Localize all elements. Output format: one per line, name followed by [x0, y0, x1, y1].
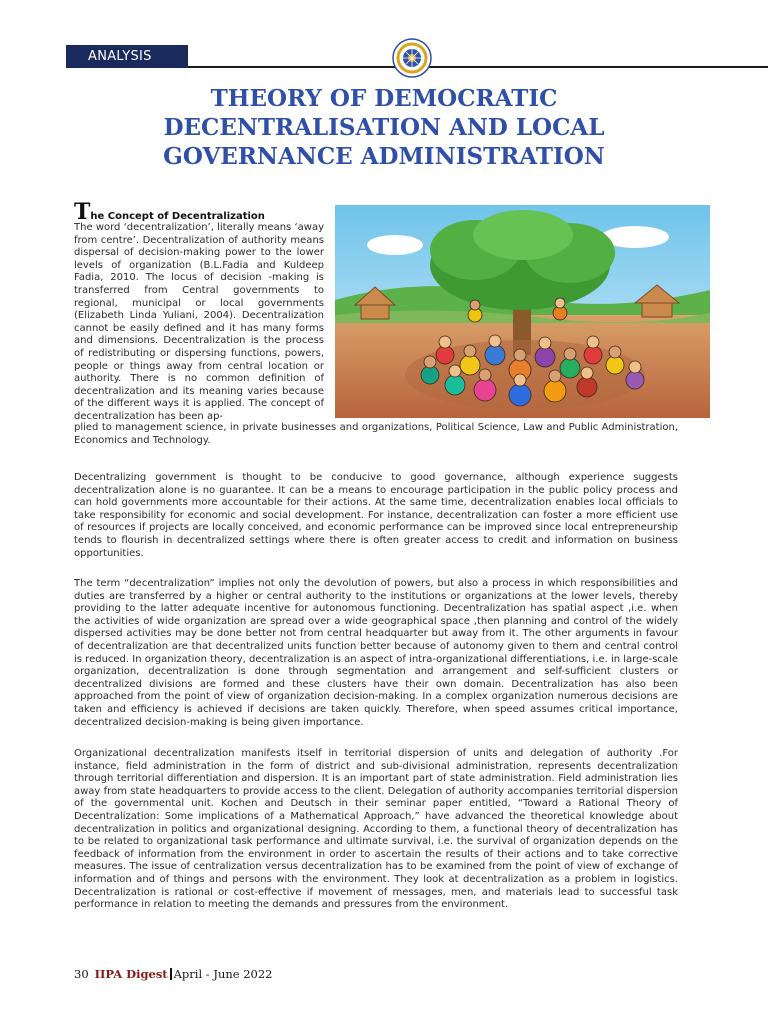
section-subheading — [74, 199, 324, 225]
paragraph-organizational-text: Organizational decentralization manifests itself in territorial dispersion of units and delegation of authority .For instance, field administration in the form of district and sub-divisional administration, represents decentralization through territorial differentiation and dispersion. It is an important part of state administration. Field administration lies away from state headquarters to provide access to the client. Delegation of authority accompanies territorial dispersion of the governmental unit. Kochen and Deutsch in their seminar paper entitled, “Toward a Rational Theory of Decentralization: Some implications of a Mathematical Approach,” have advanced the theoretical knowledge about decentralization in politics and organizational designing. According to them, a functional theory of decentralization has to be related to organizational task performance and ultimate survival, i.e. the survival of organization depends on the feedback of information from the environment in order to ascertain the results of their actions and to take corrective measures. The issue of centralization versus decentralization has to be examined from the point of view of exchange of information and of things and persons with the environment. They look at decentralization as a problem in logistics. Decentralization is rational or cost-effective if movement of messages, men, and materials lead to successful task performance in relation to meeting the demands and pressures from the environment. — [74, 748, 678, 911]
intro-paragraph: The word ‘decentralization’, literally means ‘away from centre’. Decentralization of authority means dispersal of decision-making power to the lower levels of organization (B.L.Fadia and Kuldeep Fadia, 2010. The locus of decision -making is transferred from Central governments to regional, municipal or local governments (Elizabeth Linda Yuliani, 2004). Decentralization cannot be easily defined and it has many forms and dimensions. Decentralization is the process of redistributing or dispersing functions, powers, people or things away from central location or authority. There is no common definition of decentralization and its meaning varies because of the different ways it is applied. The concept of decentralization has been ap- — [74, 222, 324, 422]
title-line-1: THEORY OF DEMOCRATIC — [210, 85, 558, 112]
village-assembly-illustration — [335, 205, 710, 418]
intro-paragraph-continued — [74, 422, 678, 447]
page-number: 30 — [74, 967, 89, 981]
section-label: ANALYSIS — [66, 45, 188, 68]
paragraph-organizational — [74, 748, 678, 912]
paragraph-governance — [74, 472, 678, 560]
dropcap-letter: T — [74, 199, 91, 225]
title-line-2: DECENTRALISATION AND LOCAL — [163, 114, 605, 141]
subheading-text: he Concept of Decentralization — [90, 211, 265, 222]
issue-date: April - June 2022 — [173, 967, 273, 981]
footer-separator — [170, 968, 172, 980]
paragraph-governance-text: Decentralizing government is thought to be conducive to good governance, although experience suggests decentralization alone is no guarantee. It can be a means to encourage participation in the public policy process and can hold governments more accountable for their actions. At the same time, decentralization enables local officials to take responsibility for economic and social development. For instance, decentralization can foster a more efficient use of resources if projects are locally conceived, and economic performance can be improved since local entrepreneurship tends to flourish in decentralized settings where there is often greater access to credit and information on business opportunities. — [74, 472, 678, 559]
article-title — [74, 84, 694, 171]
intro-paragraph-tail: plied to management science, in private businesses and organizations, Political Science, Law and Public Administration, Economics and Technology. — [74, 422, 678, 446]
intro-paragraph-column — [74, 222, 324, 424]
institute-seal-logo — [392, 38, 432, 78]
publication-name: IIPA Digest — [94, 967, 168, 981]
paragraph-devolution — [74, 578, 678, 729]
page-footer — [74, 967, 273, 983]
paragraph-devolution-text: The term “decentralization” implies not only the devolution of powers, but also a process in which responsibilities and duties are transferred by a higher or central authority to the institutions or organizations at the lower levels, thereby providing to the latter adequate incentive for autonomous functioning. Decentralization has spatial aspect ,i.e. when the activities of wide organization are spread over a wide geographical space ,then planning and control of the widely dispersed activities may be done better not from central headquarter but away from it. The other arguments in favour of decentralization are that decentralized units function better because of autonomy given to them and central control is reduced. In organization theory, decentralization is an aspect of intra-organizational differentiations, i.e. in large-scale organization, decentralization is done through segmentation and arrangement and self-sufficient clusters or decentralized divisions are formed and these clusters have their own domain. Decentralization has also been approached from the point of view of organization decision-making. In a complex organization numerous decisions are taken and efficiency is achieved if decisions are taken quickly. Therefore, when speed assumes critical importance, decentralized decision-making is being given importance. — [74, 578, 678, 728]
title-line-3: GOVERNANCE ADMINISTRATION — [163, 143, 605, 170]
